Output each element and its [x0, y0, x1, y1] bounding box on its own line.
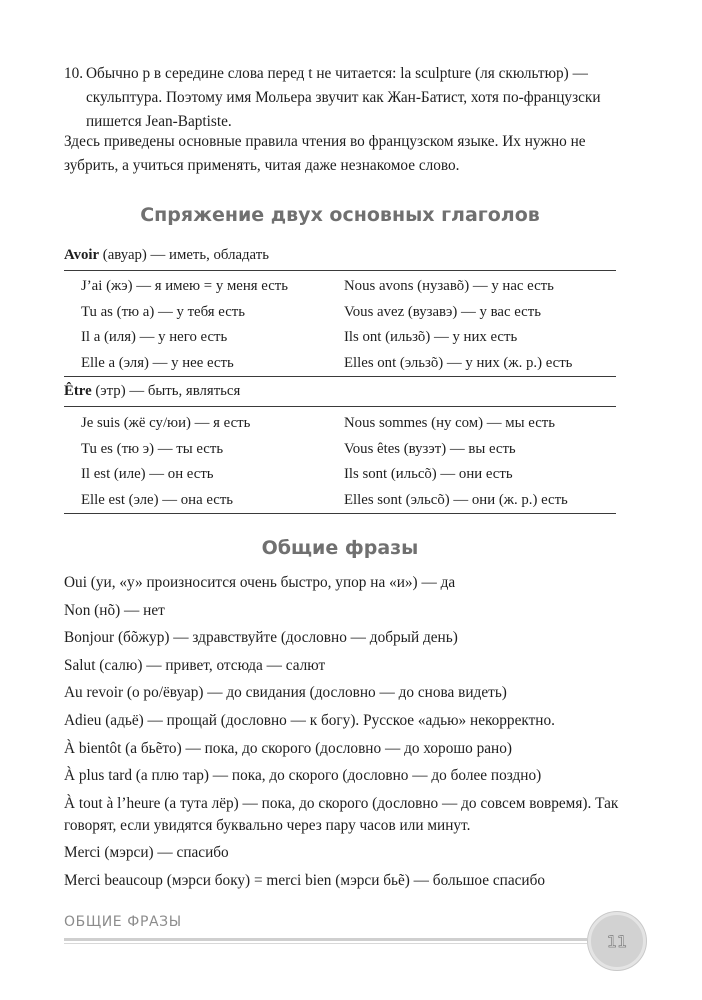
singular-form: Il a (иля) — у него есть — [81, 329, 228, 345]
footer-rule-thin — [64, 943, 587, 944]
footer-rule — [64, 938, 587, 941]
table-divider — [64, 513, 616, 514]
etre-verb: Être — [64, 383, 92, 399]
plural-form: Elles sont (эльсõ) — они (ж. р.) есть — [344, 491, 568, 508]
avoir-heading — [64, 245, 616, 265]
table-divider — [64, 270, 616, 271]
table-divider — [64, 406, 616, 407]
etre-heading — [64, 381, 616, 401]
page-number-badge — [588, 912, 646, 970]
etre-conjugation-table — [64, 411, 616, 513]
table-row — [64, 300, 616, 326]
plural-form: Elles ont (эльзõ) — у них (ж. р.) есть — [344, 354, 573, 371]
phrases-heading: Общие фразы — [261, 537, 419, 559]
list-item: Bonjour (бõжур) — здравствуйте (дословно — добрый день) — [64, 629, 458, 647]
plural-form: Nous avons (нузавõ) — у нас есть — [344, 278, 554, 294]
table-row — [64, 411, 616, 437]
table-row — [64, 274, 616, 300]
singular-form: Elle a (эля) — у нее есть — [81, 354, 234, 371]
singular-form: Tu es (тю э) — ты есть — [81, 440, 224, 457]
item-number: 10. — [64, 65, 84, 82]
singular-form: Elle est (эле) — она есть — [81, 491, 234, 508]
table-row — [64, 437, 616, 463]
page-number: 11 — [606, 931, 628, 951]
numbered-rule-item — [64, 62, 624, 134]
plural-form: Nous sommes (ну сом) — мы есть — [344, 415, 555, 431]
phrases-list — [64, 572, 624, 898]
list-item: À tout à l’heure (а тута лёр) — пока, до скорого (дословно — до совсем вовремя). Так говорят, если увидятся буквально через пару часов или минут. — [64, 794, 619, 834]
list-item: Salut (салю) — привет, отсюда — салют — [64, 656, 326, 674]
plural-form: Ils ont (ильзõ) — у них есть — [344, 329, 518, 345]
list-item: Merci (мэрси) — спасибо — [64, 844, 229, 862]
list-item: Oui (уи, «у» произносится очень быстро, упор на «и») — да — [64, 574, 456, 591]
list-item: À plus tard (а плю тар) — пока, до скорого (дословно — до более поздно) — [64, 767, 542, 785]
avoir-verb: Avoir — [64, 247, 100, 263]
plural-form: Vous êtes (вузэт) — вы есть — [344, 440, 516, 457]
singular-form: Je suis (жё су/юи) — я есть — [81, 415, 251, 431]
singular-form: Tu as (тю а) — у тебя есть — [81, 303, 245, 320]
plural-form: Ils sont (ильсõ) — они есть — [344, 466, 513, 482]
list-item: Non (нõ) — нет — [64, 601, 165, 619]
avoir-gloss: (авуар) — иметь, обладать — [99, 247, 269, 263]
singular-form: Il est (иле) — он есть — [81, 466, 214, 482]
etre-gloss: (этр) — быть, являться — [91, 383, 241, 399]
intro-paragraph: Здесь приведены основные правила чтения во французском языке. Их нужно не зубрить, а учиться применять, читая даже незнакомое слово. — [64, 133, 586, 174]
table-row — [64, 488, 616, 514]
list-item: Adieu (адьё) — прощай (дословно — к богу). Русское «адью» некорректно. — [64, 711, 555, 729]
table-row — [64, 325, 616, 351]
running-head: ОБЩИЕ ФРАЗЫ — [64, 914, 182, 930]
list-item: Merci beaucoup (мэрси боку) = merci bien (мэрси бьẽ) — большое спасибо — [64, 871, 546, 889]
table-row — [64, 351, 616, 377]
avoir-conjugation-table — [64, 274, 616, 376]
table-divider — [64, 376, 616, 377]
list-item: À bientôt (а бьẽто) — пока, до скорого (дословно — до хорошо рано) — [64, 739, 512, 757]
conjugation-heading: Спряжение двух основных глаголов — [140, 204, 540, 226]
singular-form: J’ai (жэ) — я имею = у меня есть — [81, 278, 289, 294]
list-item: Au revoir (о ро/ёвуар) — до свидания (дословно — до снова видеть) — [64, 684, 507, 702]
item-text: Обычно p в середине слова перед t не читается: la sculpture (ля скюльтюр) — скульптура. Поэтому имя Мольера звучит как Жан-Батист, хотя по-французски пишется Jean-Baptiste. — [86, 65, 601, 130]
plural-form: Vous avez (вузавэ) — у вас есть — [344, 303, 541, 320]
table-row — [64, 462, 616, 488]
